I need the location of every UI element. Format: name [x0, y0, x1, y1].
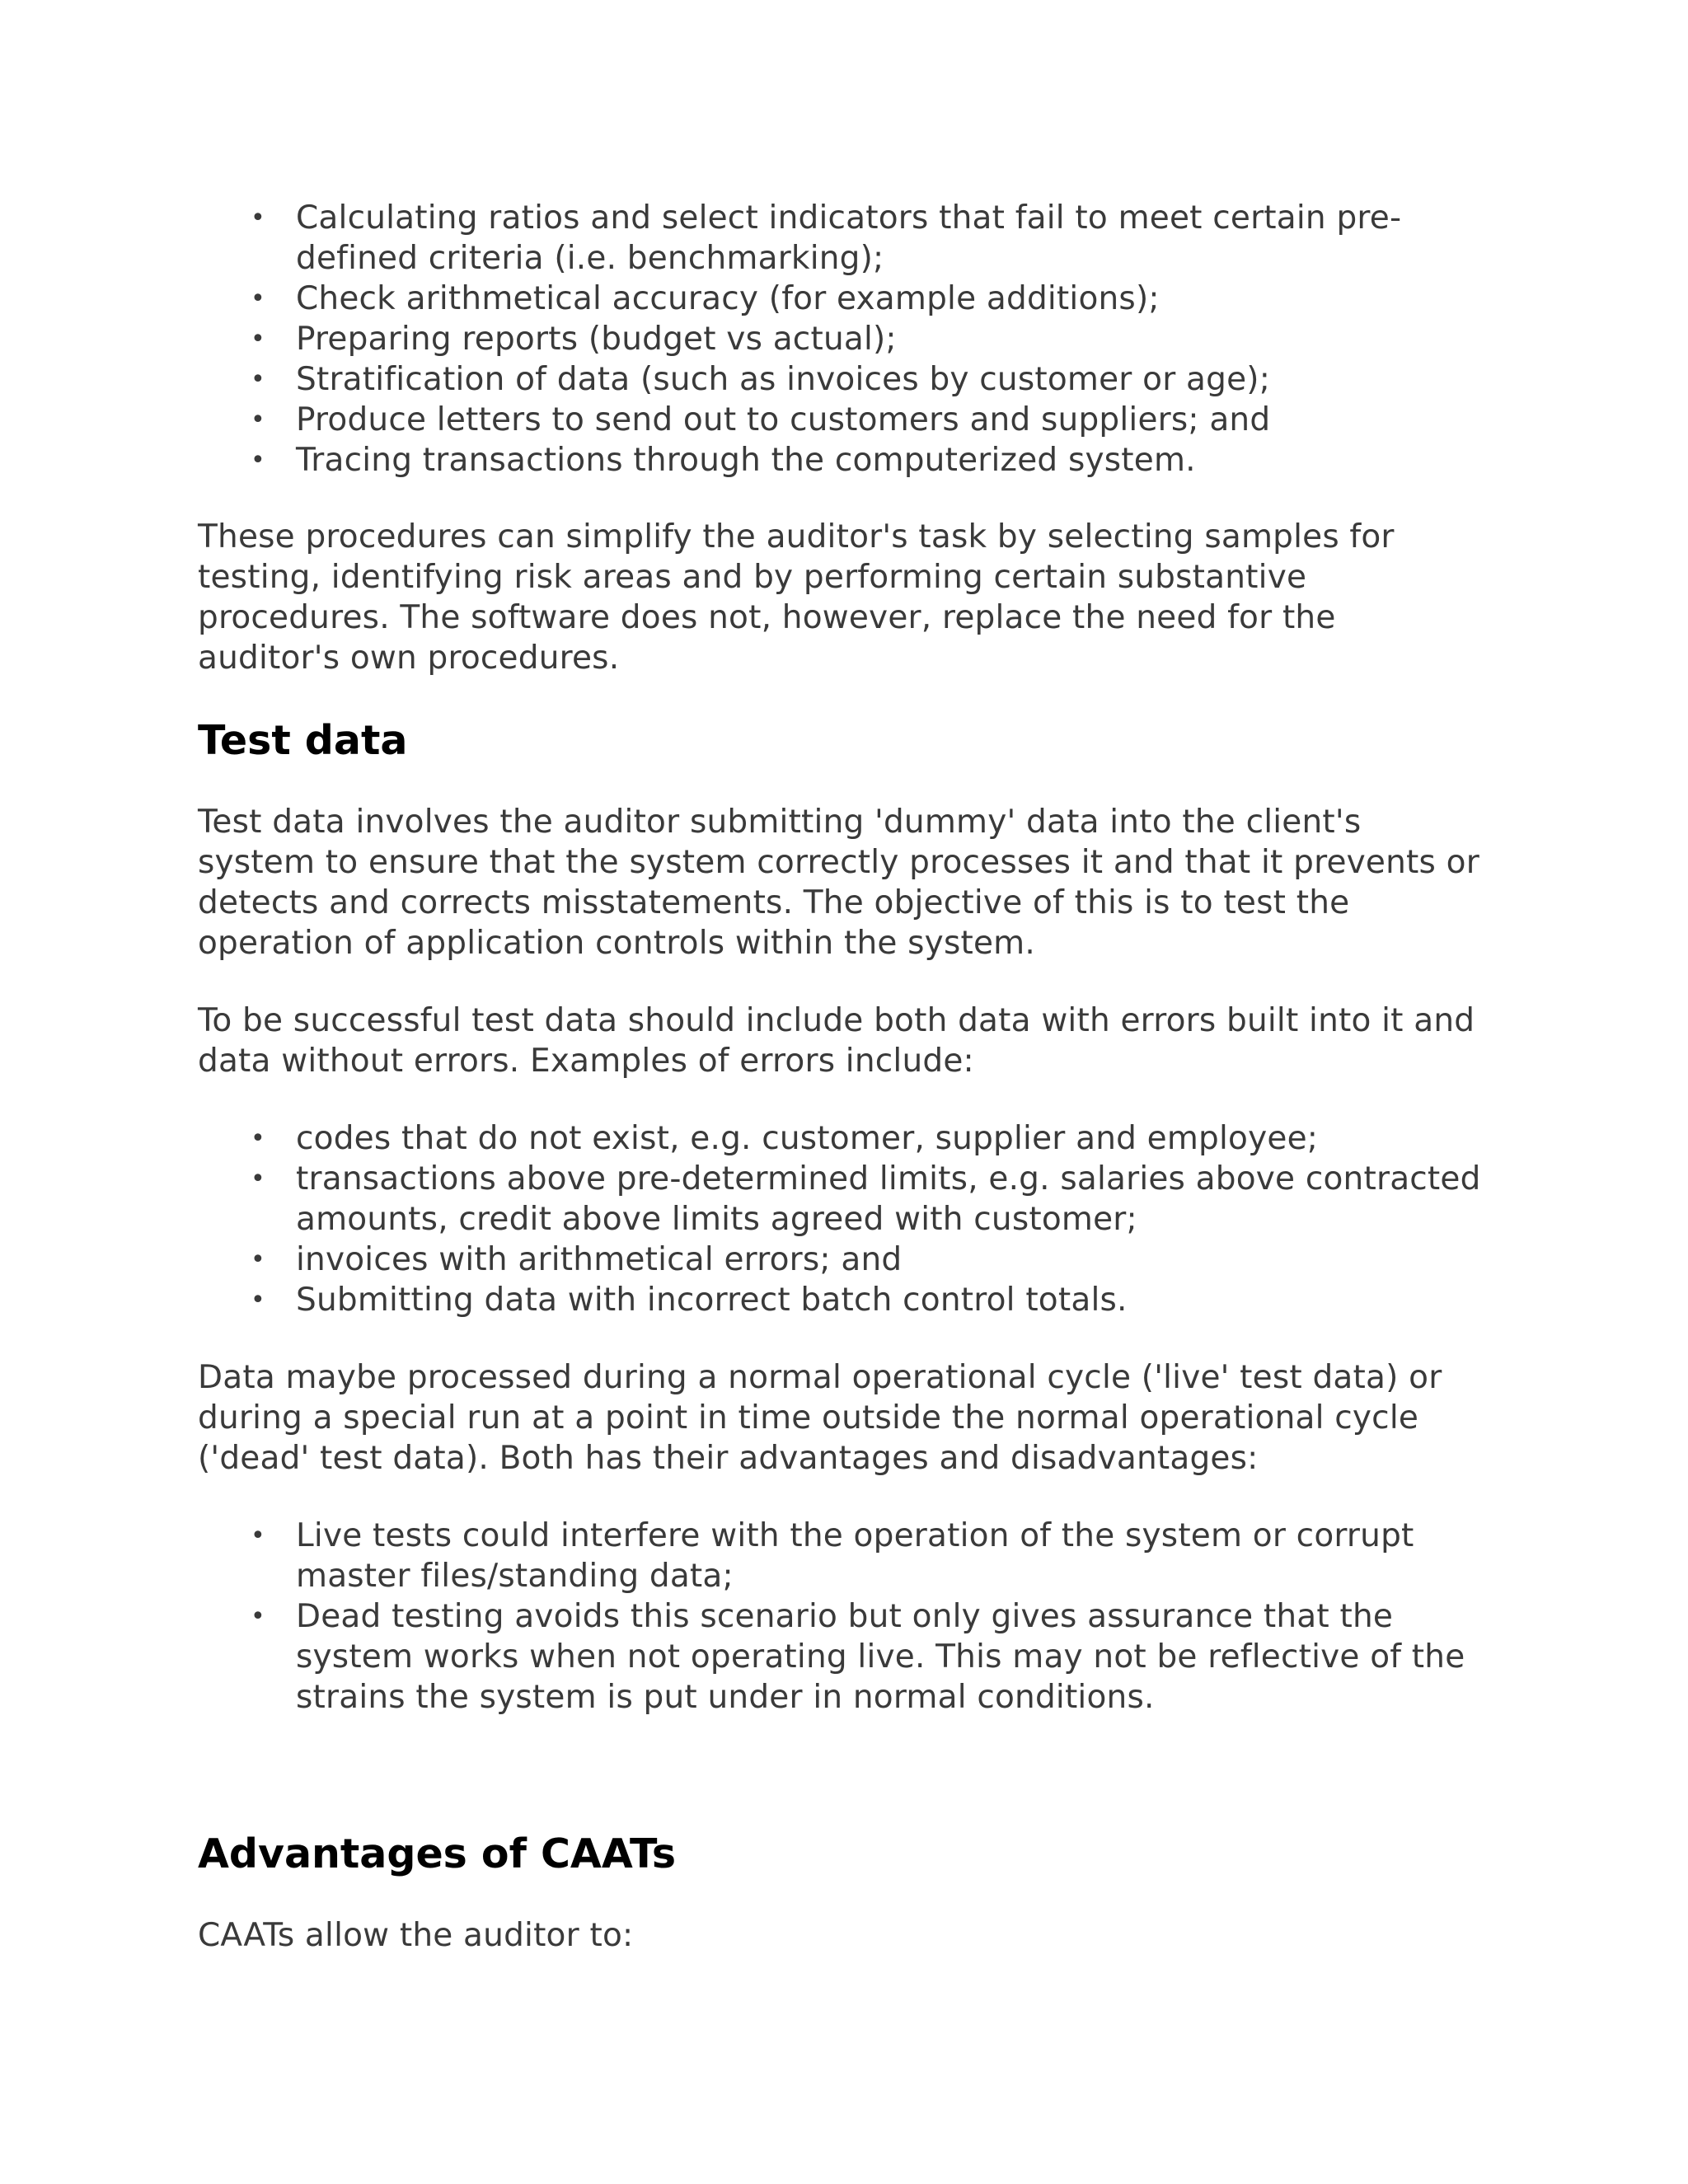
list-item: • Stratification of data (such as invoices by customer or age);: [251, 361, 1271, 398]
live-dead-paragraph: Data maybe processed during a normal operational cycle ('live' test data) or during a special run at a point in time outside the normal operational cycle ('dead' test data). Both has their advantages and disadvantages:: [198, 1359, 1442, 1477]
list-item: • Dead testing avoids this scenario but only gives assurance that the system works when not operating live. This may not be reflective of the strains the system is put under in normal conditions.: [251, 1598, 1465, 1716]
list-item: • Live tests could interfere with the operation of the system or corrupt master files/standing data;: [251, 1517, 1414, 1595]
list-item: • invoices with arithmetical errors; and: [251, 1241, 903, 1278]
bullet-icon: •: [251, 1165, 265, 1193]
procedures-list: [198, 198, 1484, 480]
test-data-paragraph: Test data involves the auditor submitting 'dummy' data into the client's system to ensure that the system correctly processes it and that it prevents or detects and corrects misstatements. The objective of this is to test the operation of application controls within the system.: [198, 804, 1479, 962]
bullet-icon: •: [251, 284, 265, 313]
bullet-icon: •: [251, 446, 265, 475]
bullet-icon: •: [251, 204, 265, 232]
section-heading-test-data: Test data: [198, 717, 408, 764]
live-dead-list: [198, 1516, 1484, 1718]
bullet-icon: •: [251, 365, 265, 394]
bullet-icon: •: [251, 1602, 265, 1631]
bullet-icon: •: [251, 1124, 265, 1153]
list-item: • Tracing transactions through the computerized system.: [251, 442, 1196, 479]
list-item: • Produce letters to send out to customers and suppliers; and: [251, 401, 1271, 438]
bullet-icon: •: [251, 325, 265, 354]
advantages-intro-paragraph: CAATs allow the auditor to:: [198, 1917, 634, 1954]
errors-intro-paragraph: To be successful test data should include both data with errors built into it and data without errors. Examples of errors include:: [198, 1002, 1475, 1080]
list-item: • Calculating ratios and select indicators that fail to meet certain pre-defined criteria (i.e. benchmarking);: [251, 199, 1402, 277]
errors-list: [198, 1118, 1484, 1320]
document-page: [198, 198, 1484, 1956]
section-heading-advantages: Advantages of CAATs: [198, 1830, 677, 1877]
list-item: • Preparing reports (budget vs actual);: [251, 321, 897, 358]
list-item: • Check arithmetical accuracy (for example additions);: [251, 280, 1160, 317]
list-item: • Submitting data with incorrect batch control totals.: [251, 1282, 1128, 1319]
list-item: • transactions above pre-determined limits, e.g. salaries above contracted amounts, credit above limits agreed with customer;: [251, 1160, 1481, 1238]
bullet-icon: •: [251, 1245, 265, 1274]
bullet-icon: •: [251, 405, 265, 434]
bullet-icon: •: [251, 1521, 265, 1550]
bullet-icon: •: [251, 1286, 265, 1315]
procedures-paragraph: These procedures can simplify the auditor's task by selecting samples for testing, identifying risk areas and by performing certain substantive procedures. The software does not, however, replace the need for the auditor's own procedures.: [198, 518, 1395, 677]
list-item: • codes that do not exist, e.g. customer, supplier and employee;: [251, 1120, 1319, 1157]
